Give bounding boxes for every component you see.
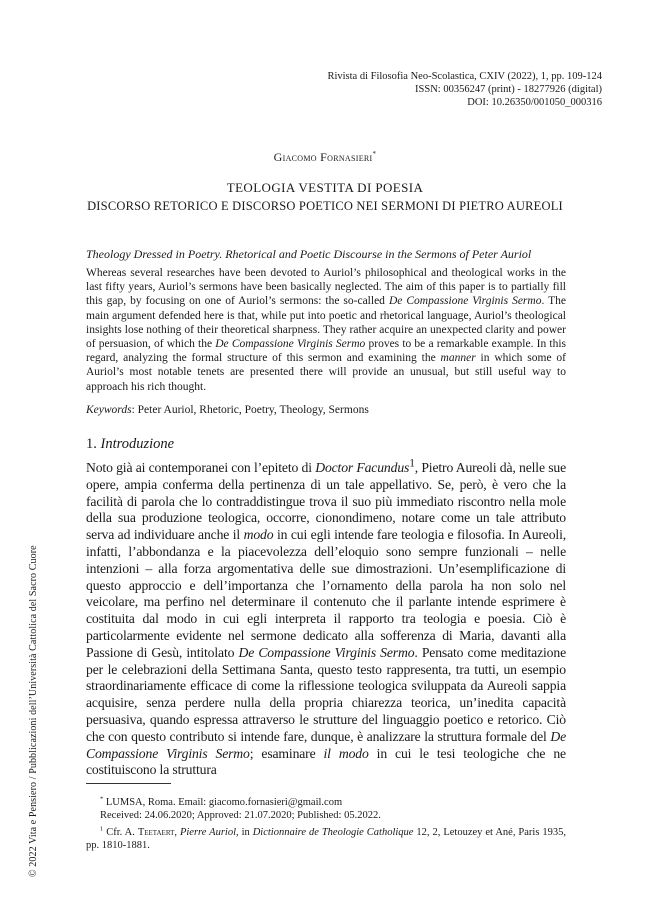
- english-title: Theology Dressed in Poetry. Rhetorical and Poetic Discourse in the Sermons of Peter Auriol: [86, 247, 532, 261]
- abstract-text: Whereas several researches have been devoted to Auriol’s philosophical and theological works in the last fifty years, Auriol’s sermons have been basically neglected. The aim of this paper is to partially fill this gap, by focusing on one of Auriol’s sermons: the so-called: [86, 267, 566, 308]
- keywords-list: : Peter Auriol, Rhetoric, Poetry, Theology, Sermons: [131, 404, 369, 416]
- body-text: . Pensato come meditazione per le celebrazioni della Settimana Santa, questo testo rappresenta, tra tutti, un esempio straordinariamente efficace di come la riflessione teologica sviluppata da Aureoli sappia acquisire, senza perdere nulla della propria chiarezza teorica, un’inedita capacità persuasiva, quando espressa attraverso le strutture del linguaggio poetico e retorico. Ciò che con questo contributo si intende fare, dunque, è analizzare la struttura formale del: [86, 644, 566, 744]
- journal-info: [327, 70, 602, 109]
- footnote-text: LUMSA, Roma. Email: giacomo.fornasieri@gmail.com: [103, 797, 343, 808]
- section-title: Introduzione: [100, 436, 175, 452]
- body-italic: modo: [243, 527, 274, 543]
- footnote-divider: [86, 783, 171, 784]
- abstract-italic: manner: [440, 352, 476, 365]
- abstract-italic: De Compassione Virginis Sermo: [388, 295, 542, 308]
- author-name-text: Giacomo Fornasieri: [273, 150, 373, 164]
- footnote-1: [86, 826, 566, 852]
- abstract-text: in which some of Auriol’s most notable tenets are presented there will provide an unusual, but still useful way to approach his rich thought.: [86, 352, 566, 393]
- article-subtitle: DISCORSO RETORICO E DISCORSO POETICO NEI SERMONI DI PIETRO AUREOLI: [87, 199, 563, 213]
- body-italic: il modo: [323, 745, 369, 761]
- body-text: in cui egli intende fare teologia e filosofia. In Aureoli, infatti, l’abbondanza e la piacevolezza dell’eloquio sono sempre funzionali – nelle intenzioni – alla forza argomentativa delle sue dimostrazioni. Un’esemplificazione di questo approccio e dell’importanza che l’ornamento della parola ha non solo nel veicolare, ma perfino nel determinare il contenuto che il parlante intende esprimere è costituita dal modo in cui egli interpreta il rapporto tra teologia e poesia. Ciò è particolarmente evidente nel sermone dedicato alla sofferenza di Maria, davanti alla Passione di Gesù, intitolato: [86, 527, 566, 660]
- footnote-text: 12, 2, Letouzey et Ané, Paris 1935, pp. 1810-1881.: [86, 827, 566, 851]
- footnote-italic: Dictionnaire de Theologie Catholique: [252, 827, 414, 838]
- body-paragraph: [86, 457, 566, 779]
- body-text: in cui le tesi teologiche che ne costituiscono la struttura: [86, 745, 566, 778]
- body-italic: Doctor Facundus: [315, 460, 410, 475]
- footnote-text: , in: [236, 827, 253, 838]
- footnote-text: Cfr. A.: [103, 827, 138, 838]
- copyright-sidebar: © 2022 Vita e Pensiero / Pubblicazioni dell’Università Cattolica del Sacro Cuore: [28, 545, 39, 877]
- footnote-text: ,: [174, 827, 180, 838]
- footnote-marker: *: [100, 795, 104, 803]
- body-text: ; esaminare: [249, 745, 324, 761]
- footnote-italic: Pierre Auriol: [179, 827, 236, 838]
- footnote-author-line2: [86, 809, 566, 822]
- footnote-author: [86, 796, 566, 822]
- keywords-label: Keywords: [86, 404, 132, 416]
- footnote-marker: 1: [100, 825, 104, 833]
- footnote-author-line1: [86, 796, 566, 809]
- journal-doi: DOI: 10.26350/001050_000316: [467, 97, 602, 108]
- abstract-text: . The main argument defended here is that, while put into poetic and rhetorical language, Auriol’s theological insights lose nothing of their theoretical sharpness. They rather acquire an unexpected clarity and power of persuasion, of which the: [86, 295, 567, 351]
- abstract-paragraph: [86, 266, 566, 394]
- body-text: , Pietro Aureoli dà, nelle sue opere, ampia conferma della pertinenza di un tale appellativo. Se, però, è vero che la facilità di parola che lo contraddistingue trova il suo più immediato riscontro nella mole della sua produzione teologica, occorre, cionondimeno, notare come un tale attributo serva ad individuare anche il: [86, 460, 566, 543]
- body-italic: De Compassione Virginis Sermo: [86, 728, 566, 761]
- article-title: TEOLOGIA VESTITA DI POESIA: [226, 180, 424, 195]
- body-text: Noto già ai contemporanei con l’epiteto di: [86, 460, 316, 475]
- section-number: 1.: [86, 436, 101, 452]
- footnote-text: Received: 24.06.2020; Approved: 21.07.2020; Published: 05.2022.: [100, 810, 381, 821]
- body-italic: De Compassione Virginis Sermo: [238, 644, 415, 660]
- author-footnote-marker: *: [372, 150, 377, 158]
- footnote-ref[interactable]: 1: [409, 457, 415, 470]
- footnote-cited-author: Teetaert: [137, 827, 175, 838]
- journal-issn: ISSN: 00356247 (print) - 18277926 (digital): [415, 84, 602, 95]
- author-name: [0, 150, 650, 165]
- journal-citation: Rivista di Filosofia Neo-Scolastica, CXIV (2022), 1, pp. 109-124: [327, 71, 602, 82]
- keywords: [86, 403, 566, 417]
- abstract-text: proves to be a remarkable example. In this regard, analyzing the formal structure of this sermon and examining the: [86, 338, 566, 365]
- abstract-italic: De Compassione Virginis Sermo: [215, 338, 366, 351]
- section-heading: [86, 436, 174, 453]
